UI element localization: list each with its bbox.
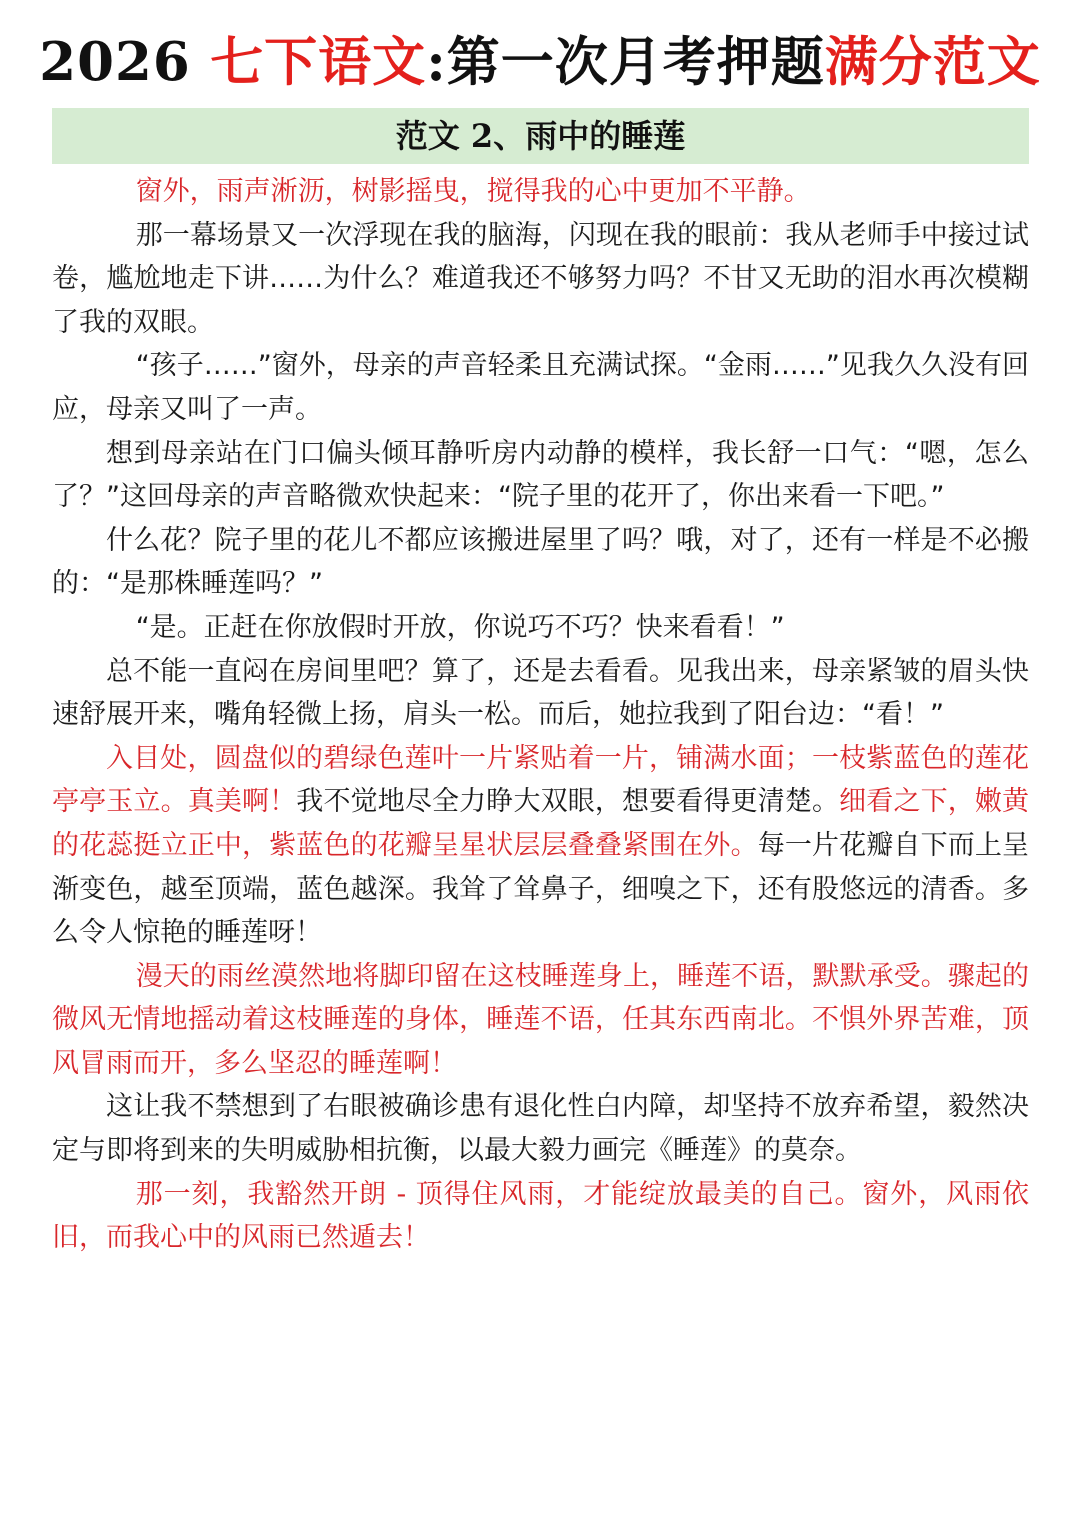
paragraph — [52, 737, 1029, 955]
essay-body — [52, 170, 1029, 1260]
paragraph — [52, 955, 1029, 1086]
paragraph — [52, 650, 1029, 737]
paragraph-segment: 什么花？院子里的花儿不都应该搬进屋里了吗？哦，对了，还有一样是不必搬的：“是那株睡莲吗？” — [52, 524, 1029, 600]
paragraph-segment: 想到母亲站在门口偏头倾耳静听房内动静的模样，我长舒一口气：“嗯，怎么了？”这回母亲的声音略微欢快起来：“院子里的花开了，你出来看一下吧。” — [52, 437, 1029, 513]
title-highlight: 满分范文 — [824, 31, 1041, 93]
paragraph-segment: 窗外，雨声淅沥，树影摇曳，搅得我的心中更加不平静。 — [135, 176, 811, 207]
paragraph — [52, 344, 1029, 431]
paragraph-segment: 我不觉地尽全力睁大双眼，想要看得更清楚。 — [296, 786, 840, 818]
paragraph — [52, 432, 1029, 519]
paragraph-segment: 那一幕场景又一次浮现在我的脑海，闪现在我的眼前：我从老师手中接过试卷，尴尬地走下讲……为什么？难道我还不够努力吗？不甘又无助的泪水再次模糊了我的双眼。 — [52, 219, 1029, 338]
essay-subtitle: 范文 2、雨中的睡莲 — [395, 117, 686, 155]
paragraph-segment: 入目处，圆盘似的碧绿色莲叶一片紧贴着一片，铺满水面；一枝紫蓝色的莲花亭亭玉立。真美啊！ — [52, 742, 1029, 818]
title-middle: :第一次月考押题 — [426, 31, 825, 93]
page-title — [0, 22, 1080, 102]
paragraph — [52, 1085, 1029, 1172]
paragraph-segment: “孩子……”窗外，母亲的声音轻柔且充满试探。“金雨……”见我久久没有回应，母亲又叫了一声。 — [52, 350, 1029, 425]
paragraph-segment: 那一刻，我豁然开朗 - 顶得住风雨，才能绽放最美的自己。窗外，风雨依旧，而我心中的风雨已然遁去！ — [52, 1178, 1029, 1254]
title-subject: 七下语文 — [210, 31, 427, 93]
paragraph-segment: 细看之下，嫩黄的花蕊挺立正中，紫蓝色的花瓣呈星状层层叠叠紧围在外。 — [52, 786, 1030, 861]
title-year: 2026 — [39, 31, 211, 93]
paragraph-segment: 漫天的雨丝漠然地将脚印留在这枝睡莲身上，睡莲不语，默默承受。骤起的微风无情地摇动着这枝睡莲的身体，睡莲不语，任其东西南北。不惧外界苦难，顶风冒雨而开，多么坚忍的睡莲啊！ — [52, 960, 1029, 1079]
paragraph — [52, 1173, 1029, 1260]
paragraph-segment: “是。正赶在你放假时开放，你说巧不巧？快来看看！” — [135, 611, 785, 643]
paragraph-segment: 这让我不禁想到了右眼被确诊患有退化性白内障，却坚持不放弃希望，毅然决定与即将到来的失明威胁相抗衡，以最大毅力画完《睡莲》的莫奈。 — [52, 1091, 1029, 1167]
essay-subtitle-banner — [52, 108, 1029, 164]
paragraph-segment: 每一片花瓣自下而上呈渐变色，越至顶端，蓝色越深。我耸了耸鼻子，细嗅之下，还有股悠远的清香。多么令人惊艳的睡莲呀！ — [52, 829, 1030, 949]
paragraph-segment: 总不能一直闷在房间里吧？算了，还是去看看。见我出来，母亲紧皱的眉头快速舒展开来，嘴角轻微上扬，肩头一松。而后，她拉我到了阳台边：“看！” — [52, 655, 1029, 731]
paragraph — [52, 606, 1029, 650]
paragraph — [52, 170, 1029, 214]
paragraph — [52, 519, 1029, 606]
paragraph — [52, 214, 1029, 345]
